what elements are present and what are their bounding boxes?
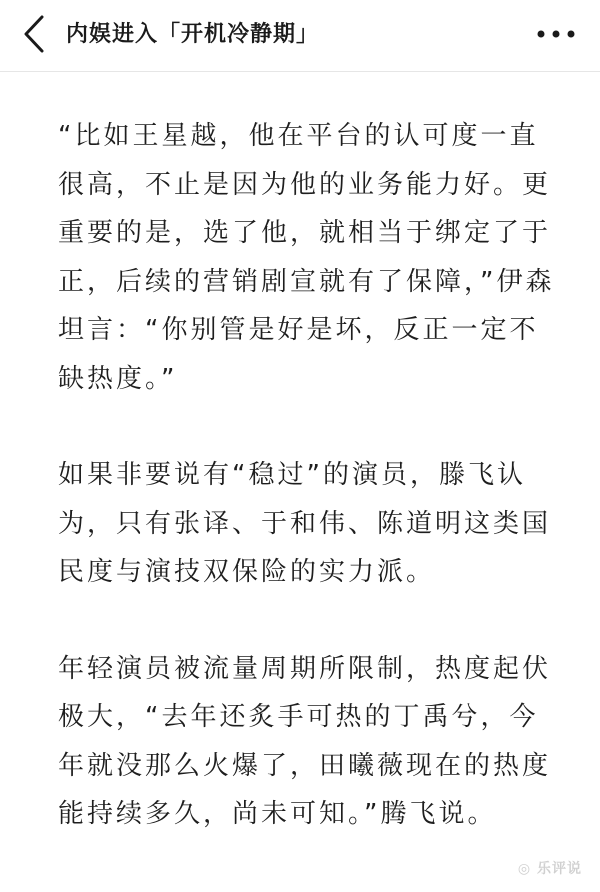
article-paragraph: “比如王星越，他在平台的认可度一直很高，不止是因为他的业务能力好。更重要的是，选了他，就相当于绑定了于正，后续的营销剧宣就有了保障，”伊森坦言：“你别管是好是坏，反正一定不缺热度。” (58, 121, 555, 394)
back-button[interactable] (10, 10, 58, 58)
article-paragraph: 如果非要说有“稳过”的演员，滕飞认为，只有张译、于和伟、陈道明这类国民度与演技双保险的实力派。 (58, 460, 552, 587)
watermark: ◎ 乐评说 (517, 861, 582, 877)
more-horizontal-icon (536, 29, 576, 39)
top-nav-bar (0, 0, 600, 72)
more-button[interactable] (528, 14, 584, 54)
page-title: 内娱进入「开机冷静期」 (66, 22, 320, 47)
article-paragraph: 年轻演员被流量周期所限制，热度起伏极大，“去年还炙手可热的丁禹兮，今年就没那么火爆了，田曦薇现在的热度能持续多久，尚未可知。”腾飞说。 (58, 653, 552, 829)
article-body (58, 112, 558, 887)
chevron-left-icon (22, 14, 46, 54)
